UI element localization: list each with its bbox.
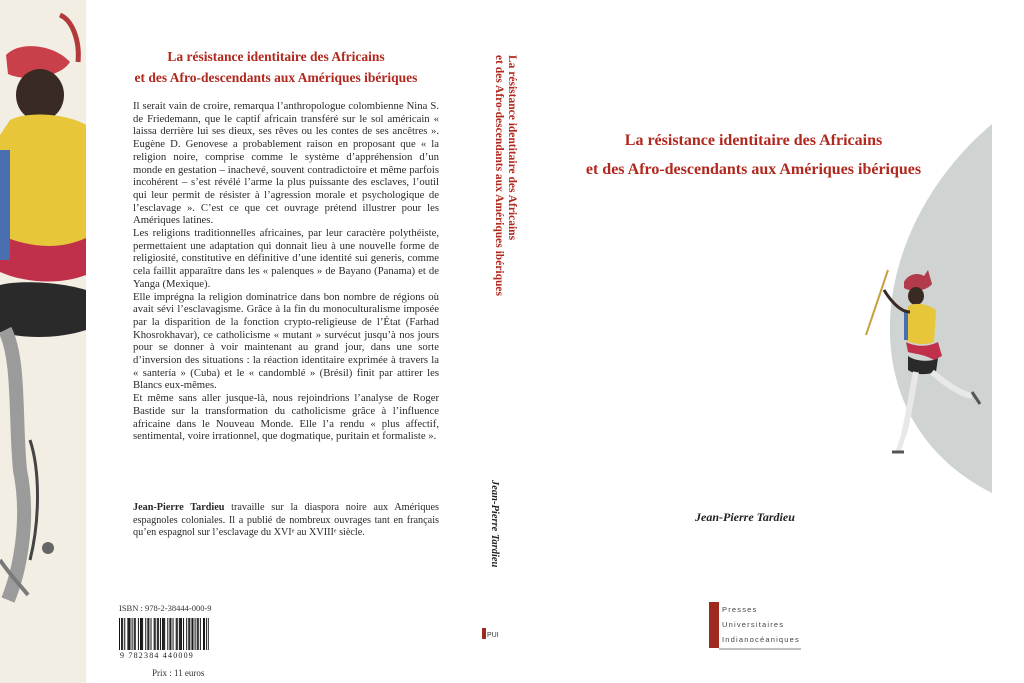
blurb-paragraph-1: Il serait vain de croire, remarqua l’anthropologue colombienne Nina S. de Friedemann, que le captif africain transféré sur le sol américain « laissa derrière lui ses dieux, ses rêves ou les contes de ses ancêtres ». Eugène D. Genovese a probablement raison en proposant que « la religion noire, comprise comme le système d’appréhension d’un monde en gestation – inachevé, souvent contradictoire et même parfois incohérent – s’est révélé l’arme la plus puissante des esclaves, l’outil qui leur permit de résister à l’agression morale et psychologique de l’esclavage ». C’est ce que cet ouvrage prétend illustrer pour les Amériques latines. [133, 100, 439, 227]
spine-publisher-logo [482, 628, 500, 639]
back-cover [86, 0, 466, 683]
spine-title [492, 55, 518, 296]
front-cover [536, 0, 1024, 683]
publisher-line-2: Universitaires [722, 620, 785, 629]
author-bio [133, 502, 439, 540]
blurb-paragraph-3: Elle imprégna la religion dominatrice dans bon nombre de régions où avait sévi l’esclavagisme. Grâce à la fin du monoculturalisme imposée par la disparition de la fonction crypto-religieuse de l’État (Farhad Khosrokhavar), ce catholicisme « mutant » survécut jusqu’à nos jours pour se donner à voir maintenant au grand jour, dans une sorte d’inversion des situations : la réaction identitaire exprimée à travers la « santería » (Cuba) et le « candomblé » (Brésil) finit par attirer les Blancs eux-mêmes. [133, 290, 439, 392]
spine-title-line-1: La résistance identitaire des Africains [506, 55, 518, 241]
back-title-line-2: et des Afro-descendants aux Amériques ibériques [134, 70, 418, 85]
front-cover-title [536, 126, 971, 184]
price-label: Prix : 11 euros [152, 668, 205, 678]
spine-logo-mark [482, 628, 500, 639]
back-title-line-1: La résistance identitaire des Africains [167, 49, 385, 64]
spine-author: Jean-Pierre Tardieu [489, 480, 500, 568]
barcode-digits: 9 782384 440009 [120, 651, 194, 660]
publisher-line-3: Indianocéaniques [722, 635, 800, 644]
isbn-label: ISBN : 978-2-38444-000-9 [119, 603, 212, 613]
spine-title-line-2: et des Afro-descendants aux Amériques ibériques [493, 55, 505, 296]
publisher-logo-mark [709, 600, 807, 652]
spine-logo-text: PUI [487, 632, 499, 639]
blurb-paragraph-4: Et même sans aller jusque-là, nous rejoindrions l’analyse de Roger Bastide sur la transformation du catholicisme grâce à l’influence africaine dans le Nouveau Monde. Elle l’a rendu « plus affectif, sentimental, voire irrationnel, que dogmatique, puritain et formaliste ». [133, 392, 439, 443]
back-cover-title [86, 46, 466, 88]
book-spine [466, 0, 536, 683]
publisher-line-1: Presses [722, 605, 758, 614]
blurb-paragraph-2: Les religions traditionnelles africaines, par leur caractère polythéiste, permettaient une adaptation qui donnait lieu à une nouvelle forme de religiosité, constitutive en définitive d’une identité sui generis, comme cela faillit apparaître dans les « palenques » de Bayano (Panama) et de Yanga (Mexique). [133, 227, 439, 290]
gray-arc-panel [536, 0, 1024, 683]
author-bio-name: Jean-Pierre Tardieu [133, 502, 225, 513]
dancer-painting-detail [0, 0, 86, 683]
back-cover-artwork [0, 0, 86, 683]
front-title-line-2: et des Afro-descendants aux Amériques ibériques [585, 161, 922, 178]
blurb-text [133, 100, 439, 443]
author-bio-text: travaille sur la diaspora noire aux Amériques espagnoles coloniales. Il a publié de nombreux ouvrages tant en français qu’en espagnol sur l’esclavage du XVIᵉ au XVIIIᵉ siècle. [133, 502, 440, 539]
publisher-logo [709, 600, 807, 652]
front-title-line-1: La résistance identitaire des Africains [624, 132, 883, 149]
front-author: Jean-Pierre Tardieu [695, 510, 795, 524]
